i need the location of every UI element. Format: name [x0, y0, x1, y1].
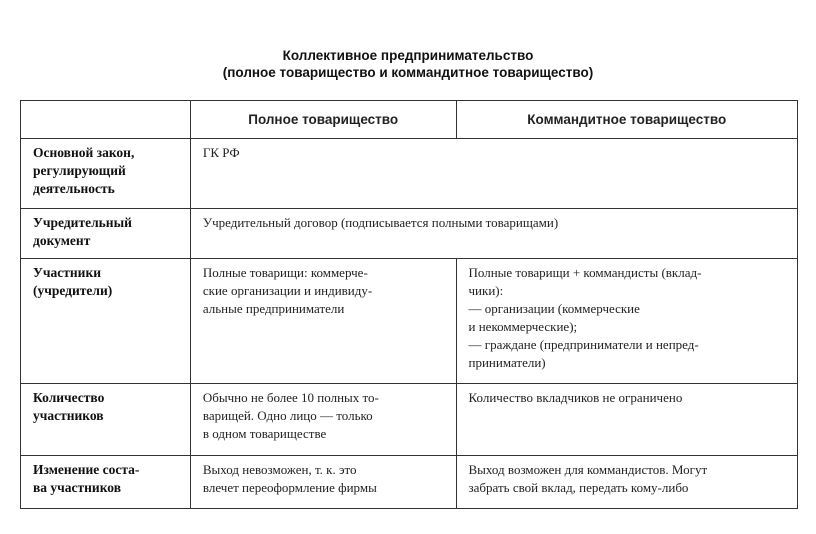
comparison-table	[20, 100, 798, 509]
cell-limited: Полные товарищи + коммандисты (вклад- чики): — организации (коммерческие и некоммерческие); — граждане (предприниматели и непред- приниматели)	[456, 259, 797, 384]
header-limited-partnership: Коммандитное товарищество	[456, 101, 797, 139]
cell-merged: ГК РФ	[190, 139, 797, 209]
table-header-row	[21, 101, 798, 139]
table-row	[21, 139, 798, 209]
header-full-partnership: Полное товарищество	[190, 101, 456, 139]
cell-limited: Выход возможен для коммандистов. Могут забрать свой вклад, передать кому-либо	[456, 456, 797, 509]
table-row	[21, 384, 798, 456]
row-label: Количество участников	[21, 384, 191, 456]
table-row	[21, 259, 798, 384]
row-label: Основной закон, регулирующий деятельность	[21, 139, 191, 209]
table-row	[21, 209, 798, 259]
cell-full: Выход невозможен, т. к. это влечет переоформление фирмы	[190, 456, 456, 509]
document-title: Коллективное предпринимательство	[282, 48, 534, 63]
cell-full: Полные товарищи: коммерче- ские организации и индивиду- альные предприниматели	[190, 259, 456, 384]
row-label: Изменение соста- ва участников	[21, 456, 191, 509]
header-empty	[21, 101, 191, 139]
document-subtitle: (полное товарищество и коммандитное товарищество)	[222, 65, 594, 80]
row-label: Учредительный документ	[21, 209, 191, 259]
cell-full: Обычно не более 10 полных то- варищей. Одно лицо — только в одном товариществе	[190, 384, 456, 456]
table-row	[21, 456, 798, 509]
row-label: Участники (учредители)	[21, 259, 191, 384]
cell-limited: Количество вкладчиков не ограничено	[456, 384, 797, 456]
cell-merged: Учредительный договор (подписывается полными товарищами)	[190, 209, 797, 259]
